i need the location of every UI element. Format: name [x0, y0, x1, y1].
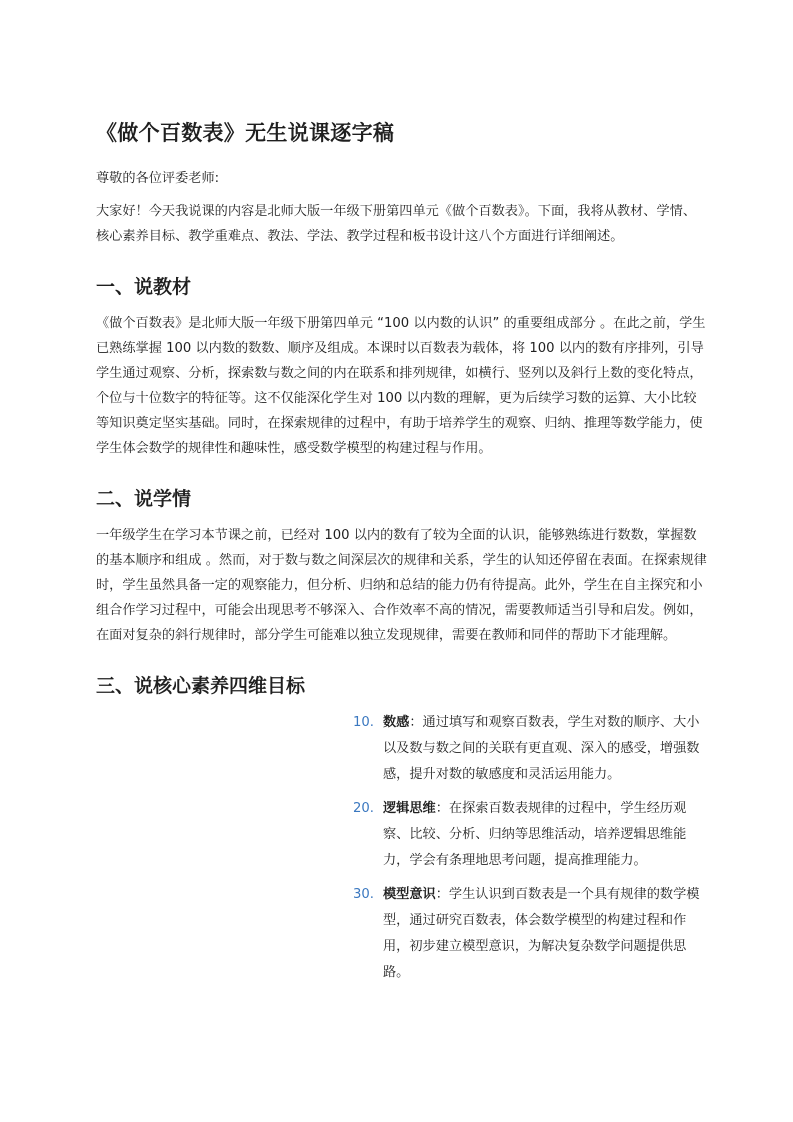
goal-list — [353, 710, 708, 986]
list-item — [353, 710, 708, 788]
list-item — [353, 882, 708, 986]
intro-paragraph: 大家好！今天我说课的内容是北师大版一年级下册第四单元《做个百数表》。下面，我将从教材、学情、核心素养目标、教学重难点、教法、学法、教学过程和板书设计这八个方面进行详细阐述。 — [96, 204, 697, 244]
list-number: 20. — [353, 801, 374, 816]
goal-text: ：通过填写和观察百数表，学生对数的顺序、大小以及数与数之间的关联有更直观、深入的感受，增强数感，提升对数的敏感度和灵活运用能力。 — [383, 715, 700, 782]
list-item — [353, 796, 708, 874]
section-body-textbook: 《做个百数表》是北师大版一年级下册第四单元 “100 以内数的认识” 的重要组成部分 。在此之前，学生已熟练掌握 100 以内数的数数、顺序及组成。本课时以百数表为载体，将 100 以内的数有序排列，引导学生通过观察、分析，探索数与数之间的内在联系和排列规律，如横行、竖列以及斜行上数的变化特点，个位与十位数字的特征等。这不仅能深化学生对 100 以内数的理解，更为后续学习数的运算、大小比较等知识奠定坚实基础。同时，在探索规律的过程中，有助于培养学生的观察、归纳、推理等数学能力，使学生体会数学的规律性和趣味性，感受数学模型的构建过程与作用。 — [96, 316, 706, 456]
document-page — [96, 118, 708, 994]
section-heading-textbook: 一、说教材 — [96, 276, 192, 298]
greeting: 尊敬的各位评委老师: — [96, 171, 220, 186]
goal-term: 模型意识 — [383, 887, 436, 902]
document-title: 《做个百数表》无生说课逐字稿 — [96, 121, 395, 145]
list-number: 30. — [353, 887, 374, 902]
section-heading-goals: 三、说核心素养四维目标 — [96, 675, 306, 697]
goal-term: 逻辑思维 — [383, 801, 436, 816]
goal-text: ：学生认识到百数表是一个具有规律的数学模型，通过研究百数表，体会数学模型的构建过程和作用，初步建立模型意识，为解决复杂数学问题提供思路。 — [383, 887, 700, 980]
goal-text: ：在探索百数表规律的过程中，学生经历观察、比较、分析、归纳等思维活动，培养逻辑思维能力，学会有条理地思考问题，提高推理能力。 — [383, 801, 687, 868]
list-number: 10. — [353, 715, 374, 730]
goal-term: 数感 — [383, 715, 410, 730]
section-body-students: 一年级学生在学习本节课之前，已经对 100 以内的数有了较为全面的认识，能够熟练进行数数，掌握数的基本顺序和组成 。然而，对于数与数之间深层次的规律和关系，学生的认知还停留在表面。在探索规律时，学生虽然具备一定的观察能力，但分析、归纳和总结的能力仍有待提高。此外，学生在自主探究和小组合作学习过程中，可能会出现思考不够深入、合作效率不高的情况，需要教师适当引导和启发。例如，在面对复杂的斜行规律时，部分学生可能难以独立发现规律，需要在教师和同伴的帮助下才能理解。 — [96, 528, 707, 643]
section-heading-students: 二、说学情 — [96, 488, 192, 510]
